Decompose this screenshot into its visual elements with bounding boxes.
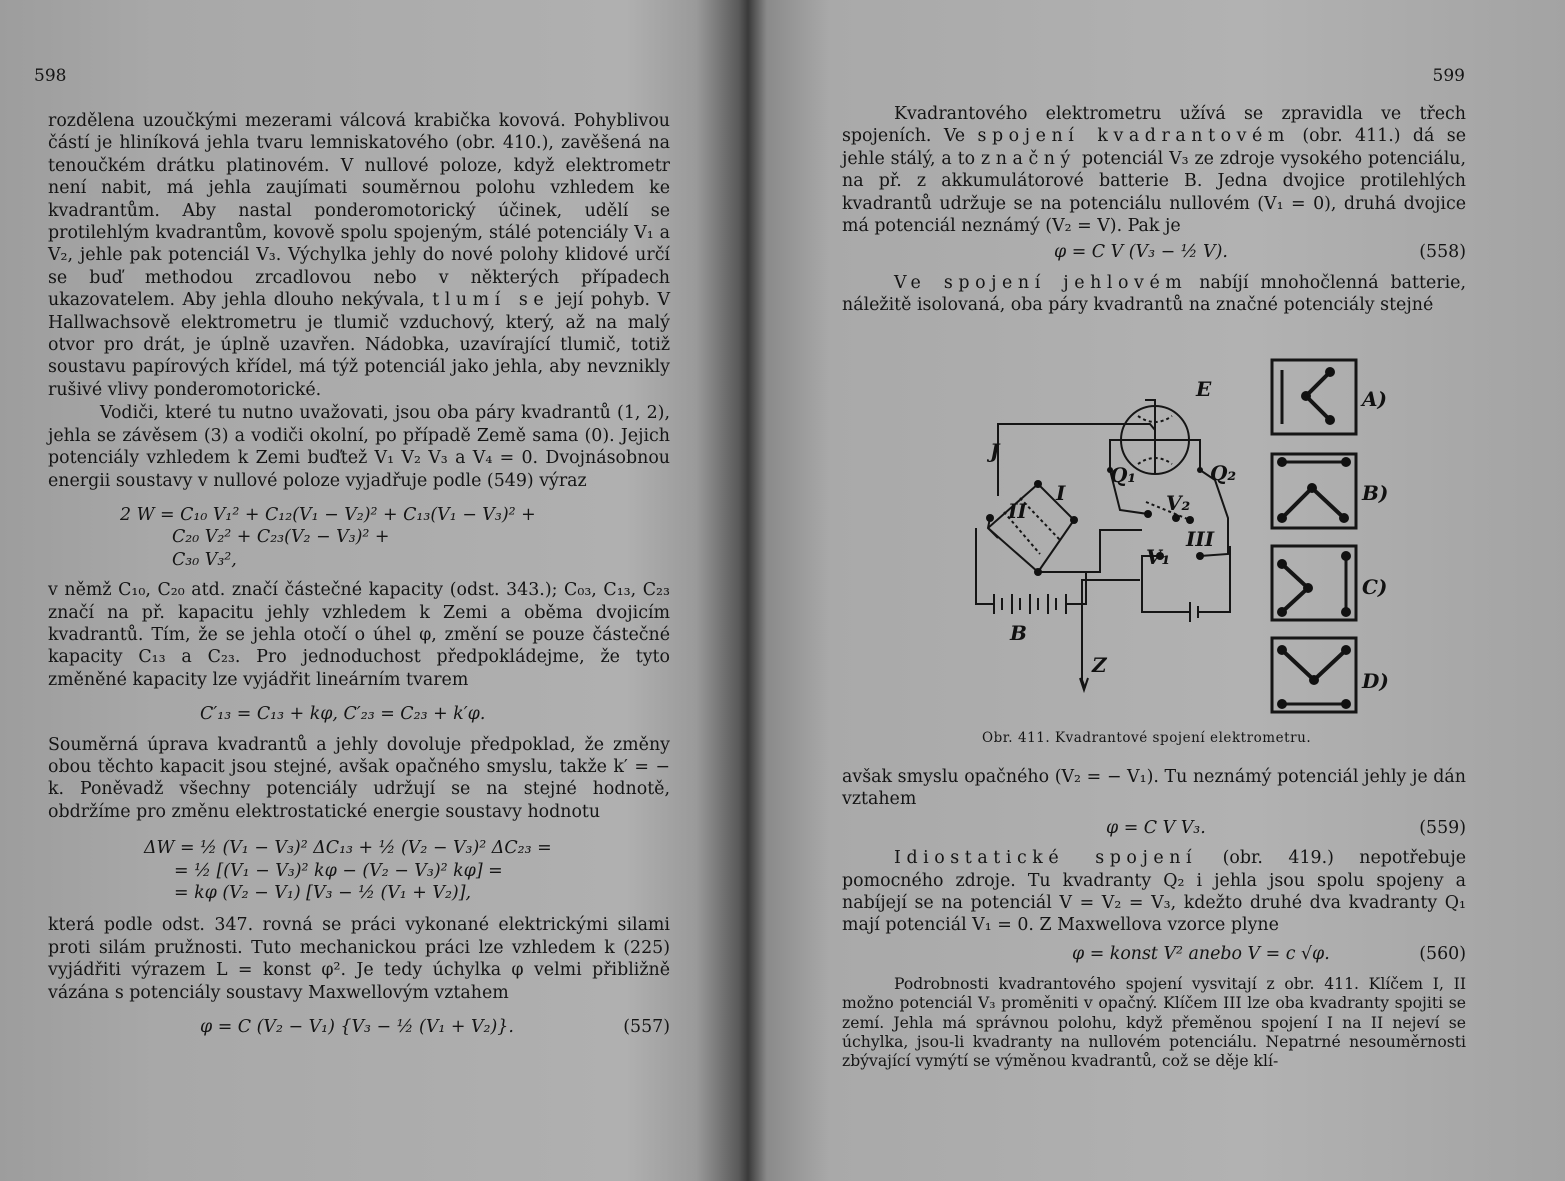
label-E: E [1196, 377, 1212, 401]
spaced-emphasis: spojení kvadrantovém [977, 126, 1290, 147]
text: její pohyb. V Hallwachsově elektrometru je tlumič vzduchový, který, až na malý otvor pro drát, je úplně uzavřen. Nádobka, uzavírající tlumič, totiž soustavu papírových křídel, má týž potenciál jako jehla, aby nevznikly rušivé vlivy ponderomotorické. [48, 290, 671, 400]
label-A: A) [1362, 387, 1387, 411]
equation-number: (557) [623, 1017, 670, 1038]
right-text-block [842, 103, 1466, 317]
text: (obr. 419.) nepotřebuje pomocného zdroje. Tu kvadranty Q₂ i jehla jsou spolu spojeny a nabíjejí se na potenciál V = V₂ = V₃, kdežto druhé dva kvadranty Q₁ mají potenciál V₁ = 0. Z Maxwellova vzorce plyne [842, 848, 1467, 936]
equation-line: 2 W = C₁₀ V₁² + C₁₂(V₁ − V₂)² + C₁₃(V₁ − V₃)² + [120, 504, 536, 525]
equation-number: (560) [1419, 943, 1466, 964]
label-Q2: Q₂ [1210, 461, 1237, 485]
equation-text: φ = C V V₃. [1106, 817, 1206, 838]
spaced-emphasis: Ve spojení jehlovém [894, 272, 1188, 293]
paragraph [48, 110, 670, 401]
figure-411 [910, 350, 1470, 745]
equation-line: C₃₀ V₃², [172, 549, 237, 570]
equation-line: = ½ [(V₁ − V₃)² kφ − (V₂ − V₃)² kφ] = [174, 860, 503, 881]
label-Q1: Q₁ [1110, 463, 1137, 487]
left-text-block [48, 110, 670, 1038]
paragraph [842, 847, 1466, 937]
paragraph: avšak smyslu opačného (V₂ = − V₁). Tu neznámý potenciál jehly je dán vztahem [842, 767, 1466, 810]
right-page [760, 0, 1565, 1181]
equation-557 [48, 1016, 670, 1038]
page-number: 599 [1432, 66, 1465, 86]
paragraph: Souměrná úprava kvadrantů a jehly dovoluje předpoklad, že změny obou těchto kapacit jsou stejné, avšak opačného smyslu, takže k′ = − k. Poněvadž všechny potenciály udržují se na stejné hodnotě, obdržíme pro změnu elektrostatické energie soustavy hodnotu [48, 734, 670, 822]
equation-number: (558) [1419, 242, 1466, 263]
text: (obr. 411.) dá se jehle stálý, a to [842, 126, 1466, 169]
equation-capacity [48, 703, 670, 725]
label-V1: V₁ [1146, 545, 1171, 569]
page-number: 598 [34, 66, 67, 86]
equation-text: φ = C V (V₃ − ½ V). [1054, 242, 1228, 263]
equation-energy [120, 504, 670, 571]
equation-energy-change [144, 837, 670, 904]
label-C: C) [1362, 575, 1388, 599]
paragraph: Vodiči, které tu nutno uvažovati, jsou oba páry kvadrantů (1, 2), jehla se závěsem (3) a vodiči okolní, po případě Země sama (0). Jejich potenciály vzhledem k Zemi buďtež V₁ V₂ V₃ a V₄ = 0. Dvojnásobnou energii soustavy v nullové poloze vyjadřuje podle (549) výraz [48, 403, 670, 491]
equation-number: (559) [1419, 817, 1466, 838]
text: potenciál V₃ ze zdroje vysokého potenciálu, na př. z akkumulátorové batterie B. Jedna dvojice protilehlých kvadrantů udržuje se na potenciálu nullovém (V₁ = 0), druhá dvojice má potenciál neznámý (V₂ = V). Pak je [842, 148, 1466, 237]
circuit-diagram [910, 350, 1470, 745]
equation-line: = kφ (V₂ − V₁) [V₃ − ½ (V₁ + V₂)], [174, 882, 472, 903]
equation-559 [842, 817, 1466, 839]
label-D: D) [1362, 669, 1389, 693]
spaced-emphasis: Idiostatické spojení [894, 848, 1198, 869]
paragraph-small: Podrobnosti kvadrantového spojení vysvitají z obr. 411. Klíčem I, II možno potenciál V₃ proměniti v opačný. Klíčem III lze oba kvadranty spojiti se zemí. Jehla má správnou polohu, když přeměnou spojení I na II nejeví se úchylka, jsou-li kvadranty na nullovém potenciálu. Nepatrné nesouměrnosti zbývající vymýtí se výměnou kvadrantů, což se děje klí- [842, 975, 1466, 1071]
label-III: III [1186, 527, 1215, 551]
label-V2: V₂ [1166, 491, 1191, 515]
equation-text: φ = konst V² anebo V = c √φ. [1072, 943, 1330, 964]
label-J: J [990, 439, 1000, 463]
label-B: B [1010, 621, 1027, 645]
text: rozdělena uzoučkými mezerami válcová krabička kovová. Pohyblivou částí je hliníková jehla tvaru lemniskatového (obr. 410.), zavěšená na tenoučkém drátku platinovém. V nullové poloze, když elektrometr není nabit, má jehla zaujímati souměrnou polohu vzhledem ke kvadrantům. Aby nastal ponderomotorický účinek, udělí se protilehlým kvadrantům, kovově spolu spojeným, stálé potenciály V₁ a V₂, jehle pak potenciál V₃. Výchylka jehly do nové polohy klidové určí se buď methodou zrcadlovou nebo v některých případech ukazovatelem. Aby jehla dlouho nekývala, [48, 111, 670, 311]
equation-text: φ = C (V₂ − V₁) {V₃ − ½ (V₁ + V₂)}. [200, 1017, 514, 1038]
equation-line: ΔW = ½ (V₁ − V₃)² ΔC₁₃ + ½ (V₂ − V₃)² ΔC₂₃ = [144, 838, 552, 859]
label-II: II [1008, 499, 1027, 523]
equation-text: C′₁₃ = C₁₃ + kφ, C′₂₃ = C₂₃ + k′φ. [200, 704, 486, 725]
equation-560 [842, 943, 1466, 965]
left-page [0, 0, 740, 1181]
figure-caption: Obr. 411. Kvadrantové spojení elektrometru. [982, 730, 1312, 746]
spaced-emphasis: značný [981, 148, 1076, 169]
paragraph: která podle odst. 347. rovná se práci vykonané elektrickými silami proti silám pružnosti. Tuto mechanickou práci lze vzhledem k (225) vyjádřiti výrazem L = konst φ². Je tedy úchylka φ velmi přibližně vázána s potenciály soustavy Maxwellovým vztahem [48, 915, 670, 1003]
paragraph [842, 272, 1466, 317]
spaced-emphasis: tlumí se [432, 290, 550, 311]
equation-558 [842, 241, 1466, 263]
label-B-key: B) [1362, 481, 1389, 505]
label-I: I [1056, 481, 1066, 505]
right-text-block-lower [842, 766, 1466, 1071]
paragraph: v němž C₁₀, C₂₀ atd. značí částečné kapacity (odst. 343.); C₀₃, C₁₃, C₂₃ značí na př. kapacitu jehly vzhledem k Zemi a oběma dvojicím kvadrantů. Tím, že se jehla otočí o úhel φ, změní se pouze částečné kapacity C₁₃ a C₂₃. Pro jednoduchost předpokládejme, že tyto změněné kapacity lze vyjádřit lineárním tvarem [48, 580, 670, 690]
equation-line: C₂₀ V₂² + C₂₃(V₂ − V₃)² + [172, 527, 390, 548]
text: Kvadrantového elektrometru užívá se zpravidla ve třech spojeních. Ve [842, 104, 1466, 147]
paragraph [842, 103, 1466, 237]
label-Z: Z [1092, 653, 1107, 677]
text: nabíjí mnohočlenná batterie, náležitě isolovaná, oba páry kvadrantů na značné potenciály stejné [842, 272, 1466, 316]
